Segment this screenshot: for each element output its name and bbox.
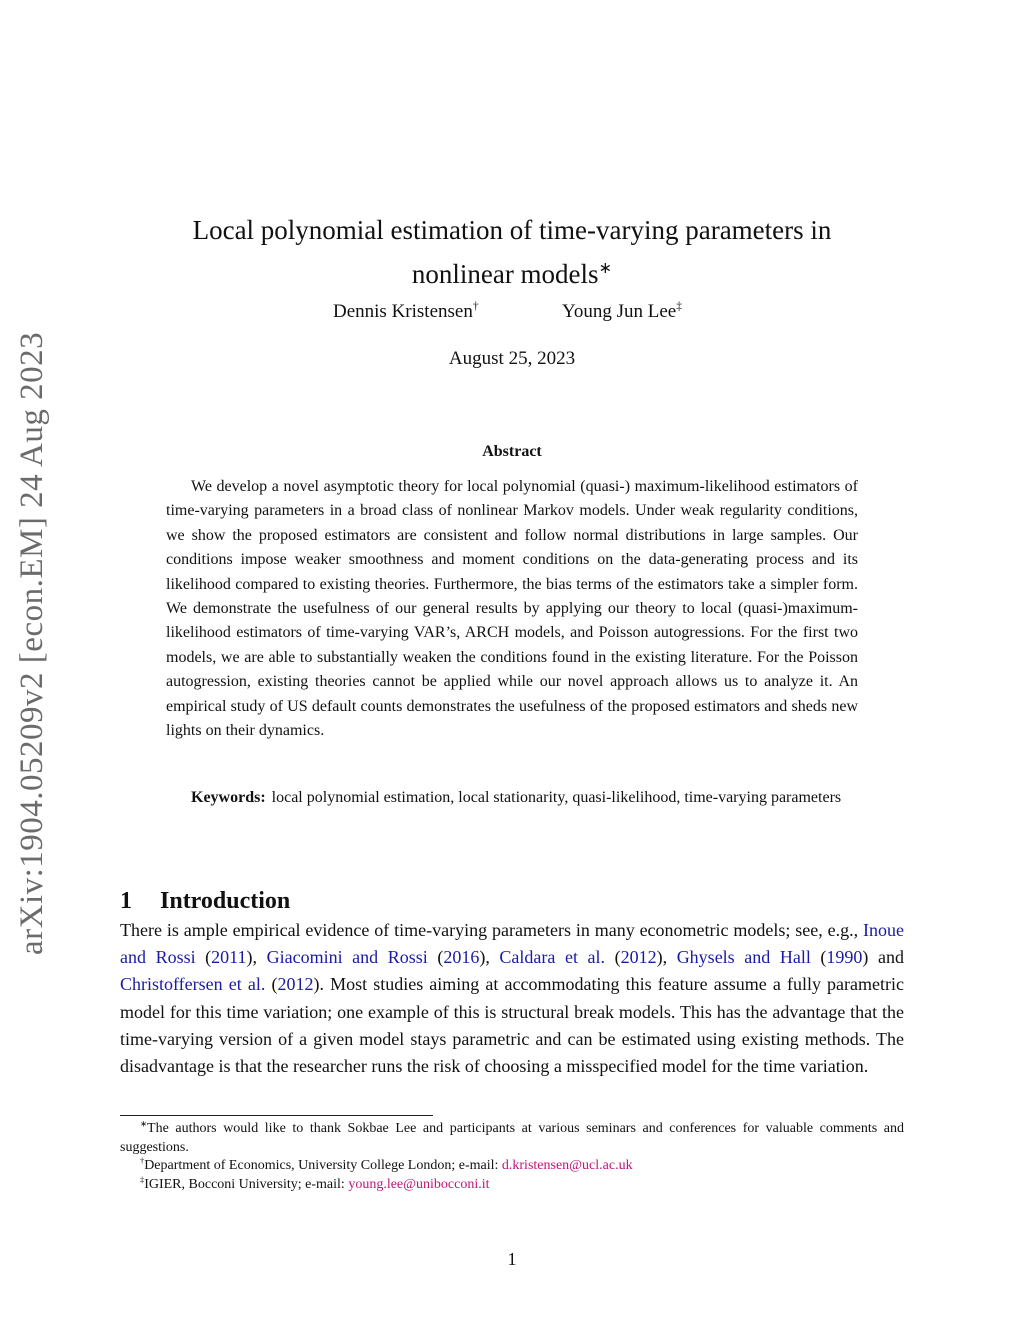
citation-year-link[interactable]: 2011 [211,947,247,968]
intro-paragraph: There is ample empirical evidence of time-varying parameters in many econometric models; see, e.g., Inoue and Rossi (2011), Giacomini and Rossi (2016), Caldara et al. (2012), Ghysels and Hall (1990) and Christoffersen et al. (2012). Most studies aiming at accommodating this feature assume a fully parametric model for this time variation; one example of this is structural break models. This has the advantage that the time-varying version of a given model stays parametric and can be estimated using existing methods. The disadvantage is that the researcher runs the risk of choosing a misspecified model for the time variation. [120,920,905,1077]
citation-year-link[interactable]: 2012 [620,947,657,968]
footnote-mark: † [140,1156,145,1166]
section-heading-introduction [120,888,290,915]
author-footnote-mark[interactable]: † [472,300,479,313]
page-number: 1 [507,1249,517,1269]
citation-ghysels-hall[interactable]: Ghysels and Hall [676,947,811,968]
author-name: Young Jun Lee [562,301,677,322]
footnote-kristensen [120,1157,904,1176]
footnote-text: IGIER, Bocconi University; e-mail: [144,1176,349,1192]
title-footnote-mark[interactable]: ∗ [598,259,613,278]
intro-and: and [868,947,904,968]
author-name: Dennis Kristensen [333,301,473,322]
footnote-text: The authors would like to thank Sokbae Lee and participants at various seminars and conferences for valuable comments and suggestions. [120,1121,904,1155]
author-kristensen [333,301,479,323]
keywords-label: Keywords: [191,789,266,806]
footnote-mark: ∗ [140,1119,148,1129]
email-link-lee[interactable]: young.lee@unibocconi.it [348,1176,490,1192]
author-lee [562,301,682,323]
intro-text-1: There is ample empirical evidence of time-varying parameters in many econometric models; see, e.g., [120,920,864,940]
paper-date: August 25, 2023 [448,348,576,369]
citation-giacomini-rossi[interactable]: Giacomini and Rossi [266,947,428,968]
intro-text-2: . Most studies aiming at accommodating this feature assume a fully parametric model for this time variation; one example of this is structural break models. This has the advantage that the time-varying version of a given model stays parametric and can be estimated using existing methods. The disadvantage is that the researcher runs the risk of choosing a misspecified model for the time variation. [120,974,905,1077]
abstract-heading: Abstract [482,443,542,460]
keywords [166,786,858,810]
footnote-lee [120,1176,904,1195]
keywords-text: local polynomial estimation, local stationarity, quasi-likelihood, time-varying parameters [271,789,842,806]
citation-year-link[interactable]: 1990 [826,947,863,968]
citation-year-link[interactable]: 2016 [443,947,480,968]
title-line-1: Local polynomial estimation of time-varying parameters in [192,215,832,246]
paper-title [120,208,904,296]
title-line-2-text: nonlinear models [411,259,599,290]
footnotes [120,1120,904,1194]
title-line-2 [120,252,904,296]
section-title: Introduction [160,887,291,914]
footnote-text: Department of Economics, University College London; e-mail: [144,1158,502,1173]
citation-christoffersen[interactable]: Christoffersen et al. [120,974,266,995]
footnote-divider [120,1115,433,1116]
footnote-acknowledgement [120,1120,904,1157]
citation-year-link[interactable]: 2012 [277,974,314,995]
author-footnote-mark[interactable]: ‡ [676,300,682,313]
footnote-mark: ‡ [140,1174,145,1184]
citation-caldara[interactable]: Caldara et al. [499,947,606,968]
section-number: 1 [120,887,132,914]
citation-inoue-rossi[interactable]: Inoue and Rossi [120,920,904,968]
email-link-kristensen[interactable]: d.kristensen@ucl.ac.uk [501,1158,633,1173]
abstract-body: We develop a novel asymptotic theory for local polynomial (quasi-) maximum-likelihood estimators of time-varying parameters in a broad class of nonlinear Markov models. Under weak regularity conditions, we show the proposed estimators are consistent and follow normal distributions in large samples. Our conditions impose weaker smoothness and moment conditions on the data-generating process and its likelihood compared to existing theories. Furthermore, the bias terms of the estimators take a simpler form. We demonstrate the usefulness of our general results by applying our theory to local (quasi-)maximum-likelihood estimators of time-varying VAR’s, ARCH models, and Poisson autogressions. For the first two models, we are able to substantially weaken the conditions found in the existing literature. For the Poisson autogression, existing theories cannot be applied while our novel approach allows us to analyze it. An empirical study of US default counts demonstrates the usefulness of the proposed estimators and sheds new lights on their dynamics. [166,478,858,740]
arxiv-identifier: arXiv:1904.05209v2 [econ.EM] 24 Aug 2023 [14,331,50,955]
